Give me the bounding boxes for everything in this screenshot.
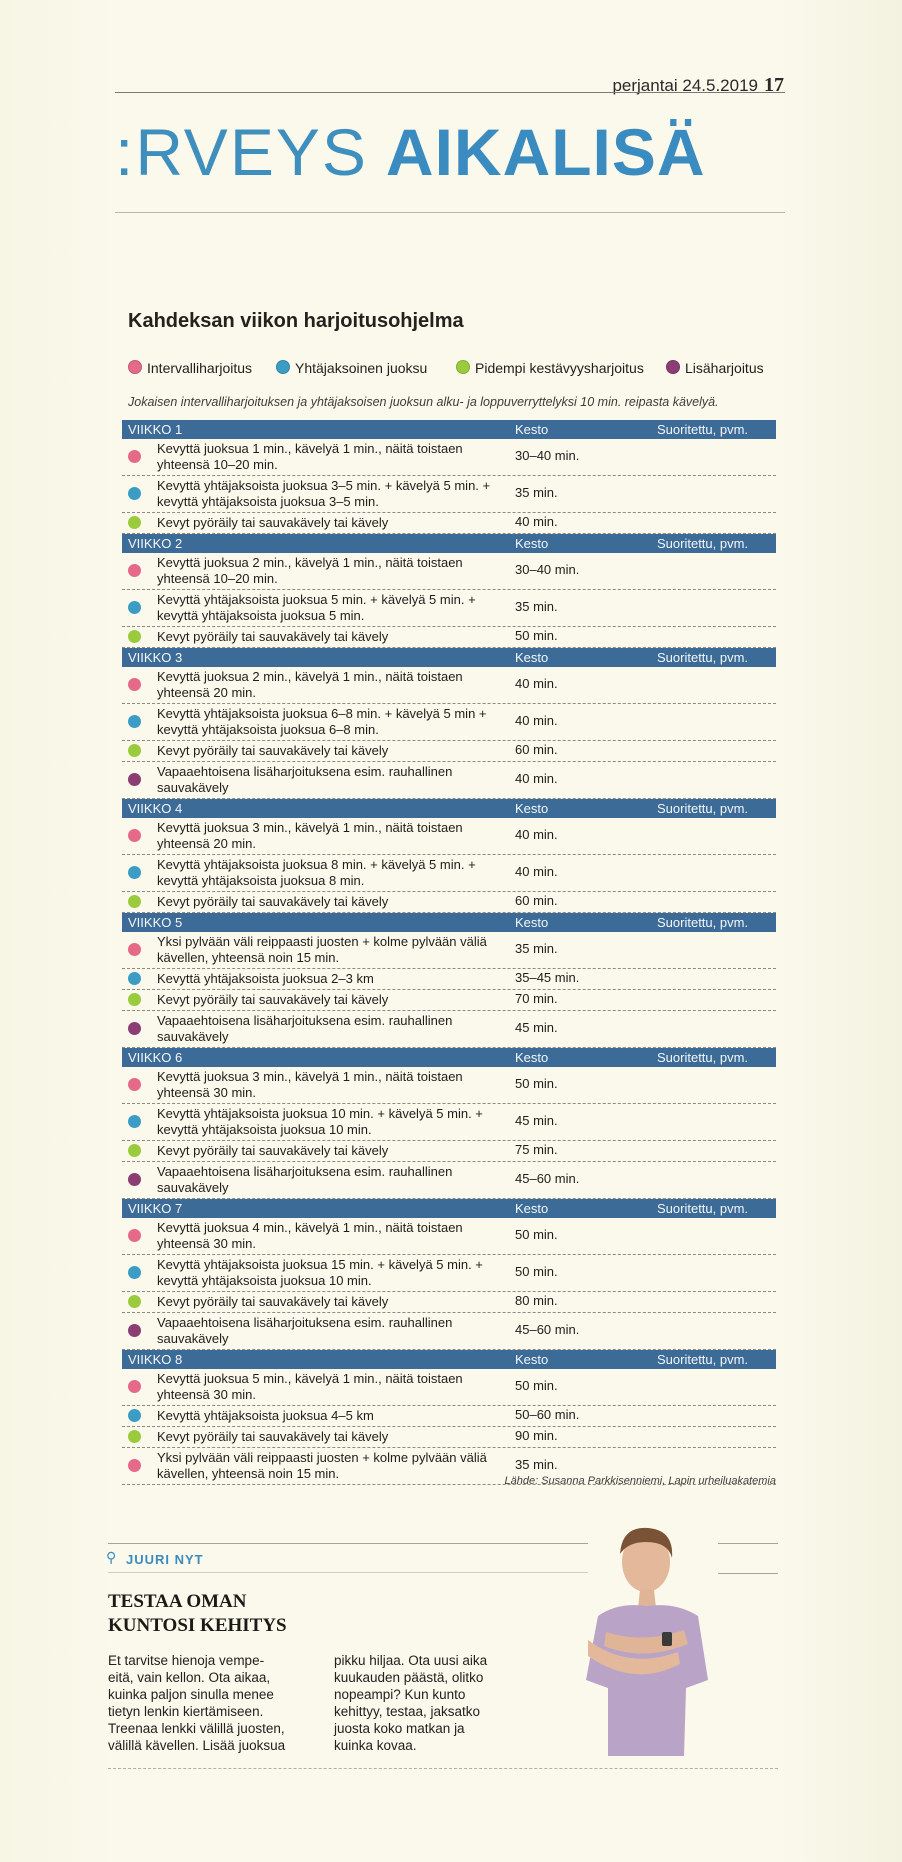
exercise-description: Kevyt pyöräily tai sauvakävely tai kävely [157, 992, 389, 1007]
continuous-type-icon [128, 601, 141, 614]
interval-type-icon [128, 564, 141, 577]
exercise-row [122, 1141, 776, 1162]
exercise-description: Kevyt pyöräily tai sauvakävely tai kävely [157, 743, 389, 758]
exercise-row [122, 513, 776, 534]
exercise-description: Kevyttä yhtäjaksoista juoksua 15 min. + kävelyä 5 min. + kevyttä yhtäjaksoista juoksua 10 min. [157, 1257, 483, 1288]
interval-type-icon [128, 1459, 141, 1472]
exercise-row [122, 704, 776, 741]
exercise-description: Kevyt pyöräily tai sauvakävely tai kävely [157, 515, 389, 530]
column-header-kesto: Kesto [515, 650, 549, 665]
week-title: VIIKKO 8 [128, 1352, 183, 1367]
interval-type-icon [128, 1380, 141, 1393]
exercise-row [122, 476, 776, 513]
exercise-duration: 50 min. [515, 1076, 558, 1091]
long-type-icon [128, 630, 141, 643]
week-header [122, 799, 776, 818]
exercise-row [122, 627, 776, 648]
exercise-duration: 60 min. [515, 742, 558, 757]
exercise-duration: 35 min. [515, 599, 558, 614]
exercise-duration: 30–40 min. [515, 448, 580, 463]
continuous-type-icon [128, 1409, 141, 1422]
exercise-description: Vapaaehtoisena lisäharjoituksena esim. rauhallinen sauvakävely [157, 1315, 453, 1346]
column-header-kesto: Kesto [515, 1201, 549, 1216]
exercise-row [122, 818, 776, 855]
exercise-duration: 35–45 min. [515, 970, 580, 985]
exercise-row [122, 1406, 776, 1427]
column-header-kesto: Kesto [515, 915, 549, 930]
exercise-row [122, 892, 776, 913]
exercise-row [122, 1162, 776, 1199]
exercise-description: Vapaaehtoisena lisäharjoituksena esim. rauhallinen sauvakävely [157, 764, 453, 795]
exercise-duration: 40 min. [515, 514, 558, 529]
legend-label: Yhtäjaksoinen juoksu [295, 360, 428, 376]
exercise-duration: 70 min. [515, 991, 558, 1006]
interval-type-icon [128, 1229, 141, 1242]
continuous-type-icon [128, 972, 141, 985]
legend-dot-icon [456, 360, 470, 374]
exercise-description: Yksi pylvään väli reippaasti juosten + kolme pylvään väliä kävellen, yhteensä noin 15 min. [157, 934, 487, 965]
legend-item [276, 360, 427, 376]
continuous-type-icon [128, 866, 141, 879]
exercise-row [122, 667, 776, 704]
column-header-suoritettu: Suoritettu, pvm. [657, 1352, 749, 1367]
exercise-duration: 90 min. [515, 1428, 558, 1443]
legend-item [128, 360, 252, 376]
exercise-row [122, 1011, 776, 1048]
article-column-1: Et tarvitse hienoja vempe- eitä, vain kellon. Ota aikaa, kuinka paljon sinulla menee tietyn lenkin kiertämiseen. Treenaa lenkki välillä juosten, välillä kävellen. Lisää juoksua [108, 1653, 286, 1753]
section-rule [108, 1572, 588, 1573]
exercise-duration: 40 min. [515, 827, 558, 842]
week-header [122, 648, 776, 667]
extra-type-icon [128, 773, 141, 786]
masthead-rule [115, 212, 785, 213]
exercise-duration: 60 min. [515, 893, 558, 908]
article-title: TESTAA OMAN KUNTOSI KEHITYS [108, 1591, 287, 1636]
bottom-rule [108, 1768, 778, 1769]
week-title: VIIKKO 6 [128, 1050, 183, 1065]
header-rule [115, 92, 785, 93]
exercise-duration: 40 min. [515, 864, 558, 879]
week-title: VIIKKO 5 [128, 915, 183, 930]
exercise-description: Kevyt pyöräily tai sauvakävely tai kävely [157, 1294, 389, 1309]
exercise-duration: 45–60 min. [515, 1322, 580, 1337]
exercise-row [122, 855, 776, 892]
week-title: VIIKKO 4 [128, 801, 183, 816]
exercise-description: Vapaaehtoisena lisäharjoituksena esim. rauhallinen sauvakävely [157, 1164, 453, 1195]
legend-item [666, 360, 764, 376]
long-type-icon [128, 993, 141, 1006]
long-type-icon [128, 1144, 141, 1157]
week-header [122, 1350, 776, 1369]
exercise-row [122, 1255, 776, 1292]
extra-type-icon [128, 1324, 141, 1337]
continuous-type-icon [128, 1266, 141, 1279]
exercise-row [122, 932, 776, 969]
source-credit: Lähde: Susanna Parkkisenniemi, Lapin urheiluakatemia [504, 1475, 776, 1487]
exercise-description: Kevyttä yhtäjaksoista juoksua 8 min. + kävelyä 5 min. + kevyttä yhtäjaksoista juoksua 8 min. [157, 857, 476, 888]
exercise-row [122, 1104, 776, 1141]
column-header-kesto: Kesto [515, 1050, 549, 1065]
continuous-type-icon [128, 715, 141, 728]
section-rule [108, 1543, 588, 1544]
exercise-duration: 45 min. [515, 1113, 558, 1128]
exercise-row [122, 1427, 776, 1448]
exercise-row [122, 1292, 776, 1313]
exercise-duration: 30–40 min. [515, 562, 580, 577]
week-header [122, 913, 776, 932]
exercise-description: Kevyttä juoksua 5 min., kävelyä 1 min., näitä toistaen yhteensä 30 min. [157, 1371, 463, 1402]
exercise-row [122, 741, 776, 762]
section-masthead [115, 112, 790, 192]
legend-label: Pidempi kestävyysharjoitus [475, 360, 644, 376]
exercise-row [122, 1218, 776, 1255]
page-date [612, 74, 784, 97]
exercise-duration: 80 min. [515, 1293, 558, 1308]
exercise-description: Kevyttä yhtäjaksoista juoksua 2–3 km [157, 971, 374, 986]
exercise-description: Kevyttä yhtäjaksoista juoksua 5 min. + kävelyä 5 min. + kevyttä yhtäjaksoista juoksua 5 min. [157, 592, 476, 623]
exercise-duration: 50 min. [515, 628, 558, 643]
week-header [122, 420, 776, 439]
legend-item [456, 360, 644, 376]
exercise-description: Kevyttä yhtäjaksoista juoksua 4–5 km [157, 1408, 374, 1423]
long-type-icon [128, 1430, 141, 1443]
exercise-duration: 40 min. [515, 713, 558, 728]
long-type-icon [128, 895, 141, 908]
column-header-suoritettu: Suoritettu, pvm. [657, 650, 749, 665]
exercise-description: Kevyttä yhtäjaksoista juoksua 6–8 min. + kävelyä 5 min + kevyttä yhtäjaksoista juoksua 6–8 min. [157, 706, 487, 737]
long-type-icon [128, 516, 141, 529]
interval-type-icon [128, 943, 141, 956]
article-column-2: pikku hiljaa. Ota uusi aika kuukauden päästä, olitko nopeampi? Kun kunto kehittyy, testaa, jaksatko juosta koko matkan ja kuinka kovaa. [334, 1653, 488, 1753]
exercise-description: Kevyt pyöräily tai sauvakävely tai kävely [157, 629, 389, 644]
long-type-icon [128, 744, 141, 757]
legend-dot-icon [666, 360, 680, 374]
training-program-table [122, 420, 776, 1485]
exercise-row [122, 762, 776, 799]
exercise-description: Kevyt pyöräily tai sauvakävely tai kävely [157, 1429, 389, 1444]
week-title: VIIKKO 1 [128, 422, 183, 437]
exercise-description: Kevyttä yhtäjaksoista juoksua 3–5 min. + kävelyä 5 min. + kevyttä yhtäjaksoista juoksua 3–5 min. [157, 478, 491, 509]
masthead-bold: AIKALISÄ [385, 115, 706, 189]
week-header [122, 1199, 776, 1218]
interval-type-icon [128, 829, 141, 842]
exercise-description: Kevyttä juoksua 3 min., kävelyä 1 min., näitä toistaen yhteensä 20 min. [157, 820, 463, 851]
column-header-suoritettu: Suoritettu, pvm. [657, 1050, 749, 1065]
column-header-suoritettu: Suoritettu, pvm. [657, 536, 749, 551]
legend-dot-icon [276, 360, 290, 374]
continuous-type-icon [128, 1115, 141, 1128]
interval-type-icon [128, 1078, 141, 1091]
exercise-description: Kevyttä juoksua 2 min., kävelyä 1 min., näitä toistaen yhteensä 20 min. [157, 669, 463, 700]
exercise-row [122, 590, 776, 627]
exercise-row [122, 969, 776, 990]
column-header-kesto: Kesto [515, 536, 549, 551]
interval-type-icon [128, 678, 141, 691]
exercise-description: Kevyttä juoksua 2 min., kävelyä 1 min., näitä toistaen yhteensä 10–20 min. [157, 555, 463, 586]
column-header-kesto: Kesto [515, 422, 549, 437]
exercise-duration: 45–60 min. [515, 1171, 580, 1186]
exercise-description: Yksi pylvään väli reippaasti juosten + kolme pylvään väliä kävellen, yhteensä noin 15 min. [157, 1450, 487, 1481]
exercise-description: Kevyttä juoksua 1 min., kävelyä 1 min., näitä toistaen yhteensä 10–20 min. [157, 441, 463, 472]
exercise-description: Kevyttä juoksua 4 min., kävelyä 1 min., näitä toistaen yhteensä 30 min. [157, 1220, 463, 1251]
masthead-light: :RVEYS [115, 115, 368, 189]
week-title: VIIKKO 2 [128, 536, 183, 551]
column-header-suoritettu: Suoritettu, pvm. [657, 915, 749, 930]
legend-label: Intervalliharjoitus [147, 360, 253, 376]
exercise-description: Kevyt pyöräily tai sauvakävely tai kävely [157, 1143, 389, 1158]
column-header-kesto: Kesto [515, 801, 549, 816]
extra-type-icon [128, 1173, 141, 1186]
week-header [122, 534, 776, 553]
exercise-duration: 75 min. [515, 1142, 558, 1157]
date-text: perjantai 24.5.2019 [612, 76, 758, 95]
exercise-duration: 50 min. [515, 1378, 558, 1393]
column-header-kesto: Kesto [515, 1352, 549, 1367]
exercise-duration: 50 min. [515, 1227, 558, 1242]
week-title: VIIKKO 7 [128, 1201, 183, 1216]
exercise-description: Kevyt pyöräily tai sauvakävely tai kävely [157, 894, 389, 909]
legend-dot-icon [128, 360, 142, 374]
exercise-duration: 50 min. [515, 1264, 558, 1279]
program-note: Jokaisen intervalliharjoituksen ja yhtäjaksoisen juoksun alku- ja loppuverryttelyksi 10 min. reipasta kävelyä. [128, 395, 719, 409]
exercise-duration: 45 min. [515, 1020, 558, 1035]
exercise-duration: 40 min. [515, 676, 558, 691]
exercise-description: Kevyttä juoksua 3 min., kävelyä 1 min., näitä toistaen yhteensä 30 min. [157, 1069, 463, 1100]
exercise-duration: 35 min. [515, 941, 558, 956]
woman-checking-watch-photo [558, 1520, 728, 1760]
exercise-row [122, 1067, 776, 1104]
program-title: Kahdeksan viikon harjoitusohjelma [128, 310, 464, 332]
exercise-row [122, 1313, 776, 1350]
continuous-type-icon [128, 487, 141, 500]
exercise-duration: 35 min. [515, 1457, 558, 1472]
page-number: 17 [764, 74, 784, 96]
exercise-description: Vapaaehtoisena lisäharjoituksena esim. rauhallinen sauvakävely [157, 1013, 453, 1044]
legend-label: Lisäharjoitus [685, 360, 764, 376]
interval-type-icon [128, 450, 141, 463]
week-title: VIIKKO 3 [128, 650, 183, 665]
exercise-duration: 35 min. [515, 485, 558, 500]
exercise-description: Kevyttä yhtäjaksoista juoksua 10 min. + kävelyä 5 min. + kevyttä yhtäjaksoista juoksua 10 min. [157, 1106, 483, 1137]
extra-type-icon [128, 1022, 141, 1035]
long-type-icon [128, 1295, 141, 1308]
column-header-suoritettu: Suoritettu, pvm. [657, 801, 749, 816]
exercise-row [122, 1369, 776, 1406]
week-header [122, 1048, 776, 1067]
column-header-suoritettu: Suoritettu, pvm. [657, 422, 749, 437]
exercise-duration: 40 min. [515, 771, 558, 786]
legend [128, 360, 778, 382]
juuri-nyt-label: JUURI NYT [126, 1552, 204, 1567]
exercise-row [122, 553, 776, 590]
exercise-row [122, 439, 776, 476]
exercise-duration: 50–60 min. [515, 1407, 580, 1422]
search-icon: ⚲ [106, 1549, 117, 1565]
column-header-suoritettu: Suoritettu, pvm. [657, 1201, 749, 1216]
exercise-row [122, 990, 776, 1011]
